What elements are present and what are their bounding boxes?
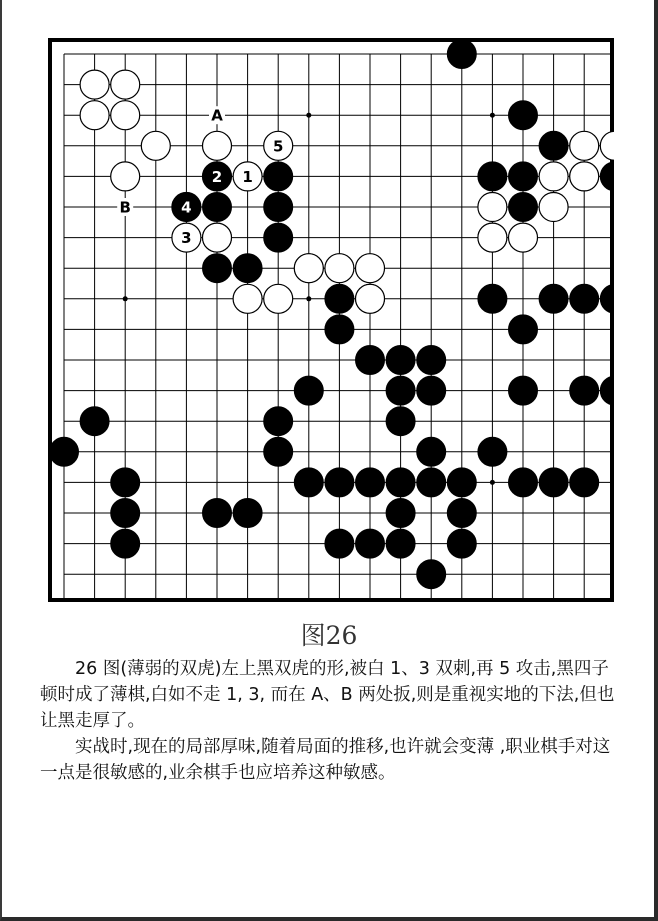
black-stone bbox=[111, 499, 140, 528]
black-stone bbox=[386, 468, 415, 497]
black-stone bbox=[539, 131, 568, 160]
black-stone bbox=[356, 346, 385, 375]
position-mark: B bbox=[119, 198, 131, 217]
black-stone bbox=[233, 254, 262, 283]
white-stone bbox=[478, 223, 507, 252]
black-stone bbox=[111, 529, 140, 558]
black-stone bbox=[478, 284, 507, 313]
body-text bbox=[40, 656, 625, 786]
move-number: 3 bbox=[181, 229, 192, 248]
black-stone bbox=[325, 468, 354, 497]
white-stone bbox=[539, 193, 568, 222]
white-stone bbox=[264, 284, 293, 313]
figure-caption: 图26 bbox=[300, 621, 358, 650]
black-stone bbox=[264, 407, 293, 436]
hoshi-point bbox=[490, 480, 495, 485]
black-stone bbox=[80, 407, 109, 436]
black-stone bbox=[478, 437, 507, 466]
black-stone bbox=[264, 223, 293, 252]
black-stone bbox=[356, 468, 385, 497]
black-stone bbox=[417, 560, 446, 589]
black-stone bbox=[447, 40, 476, 69]
black-stone bbox=[447, 499, 476, 528]
move-number: 5 bbox=[272, 137, 284, 156]
black-stone bbox=[386, 346, 415, 375]
white-stone bbox=[294, 254, 323, 283]
white-stone bbox=[141, 131, 170, 160]
go-board-diagram bbox=[48, 38, 614, 602]
black-stone bbox=[111, 468, 140, 497]
white-stone bbox=[203, 223, 232, 252]
black-stone bbox=[539, 468, 568, 497]
black-stone bbox=[386, 376, 415, 405]
hoshi-point bbox=[306, 296, 311, 301]
move-number: 4 bbox=[181, 198, 192, 217]
black-stone bbox=[203, 193, 232, 222]
black-stone bbox=[386, 407, 415, 436]
black-stone bbox=[417, 468, 446, 497]
black-stone bbox=[356, 529, 385, 558]
black-stone bbox=[509, 468, 538, 497]
black-stone bbox=[509, 193, 538, 222]
white-stone bbox=[80, 101, 109, 130]
black-stone bbox=[386, 499, 415, 528]
black-stone bbox=[570, 468, 599, 497]
black-stone bbox=[203, 254, 232, 283]
hoshi-point bbox=[306, 113, 311, 118]
black-stone bbox=[478, 162, 507, 191]
black-stone bbox=[264, 162, 293, 191]
paragraph-2: 实战时,现在的局部厚味,随着局面的推移,也许就会变薄 ,职业棋手对这一点是很敏感的,业余棋手也应培养这种敏感。 bbox=[40, 737, 611, 783]
paragraph-1: 26 图(薄弱的双虎)左上黑双虎的形,被白 1、3 双刺,再 5 攻击,黑四子顿时成了薄棋,白如不走 1, 3, 而在 A、B 两处扳,则是重视实地的下法,但也让黑走厚了。 bbox=[40, 659, 615, 731]
black-stone bbox=[264, 193, 293, 222]
move-number: 1 bbox=[242, 167, 253, 186]
white-stone bbox=[233, 284, 262, 313]
white-stone bbox=[509, 223, 538, 252]
white-stone bbox=[539, 162, 568, 191]
black-stone bbox=[447, 468, 476, 497]
white-stone bbox=[356, 254, 385, 283]
black-stone bbox=[264, 437, 293, 466]
black-stone bbox=[509, 315, 538, 344]
black-stone bbox=[50, 437, 79, 466]
white-stone bbox=[570, 131, 599, 160]
white-stone bbox=[203, 131, 232, 160]
black-stone bbox=[294, 468, 323, 497]
black-stone bbox=[386, 529, 415, 558]
black-stone bbox=[570, 376, 599, 405]
move-number: 2 bbox=[211, 167, 223, 186]
black-stone bbox=[233, 499, 262, 528]
hoshi-point bbox=[123, 296, 128, 301]
white-stone bbox=[356, 284, 385, 313]
black-stone bbox=[203, 499, 232, 528]
black-stone bbox=[417, 437, 446, 466]
black-stone bbox=[325, 284, 354, 313]
white-stone bbox=[111, 101, 140, 130]
black-stone bbox=[417, 376, 446, 405]
black-stone bbox=[325, 529, 354, 558]
black-stone bbox=[325, 315, 354, 344]
black-stone bbox=[509, 162, 538, 191]
white-stone bbox=[570, 162, 599, 191]
black-stone bbox=[570, 284, 599, 313]
white-stone bbox=[111, 162, 140, 191]
white-stone bbox=[111, 70, 140, 99]
white-stone bbox=[325, 254, 354, 283]
black-stone bbox=[539, 284, 568, 313]
position-mark: A bbox=[211, 106, 223, 125]
black-stone bbox=[417, 346, 446, 375]
hoshi-point bbox=[490, 113, 495, 118]
black-stone bbox=[294, 376, 323, 405]
black-stone bbox=[509, 101, 538, 130]
black-stone bbox=[509, 376, 538, 405]
white-stone bbox=[478, 193, 507, 222]
white-stone bbox=[80, 70, 109, 99]
black-stone bbox=[447, 529, 476, 558]
